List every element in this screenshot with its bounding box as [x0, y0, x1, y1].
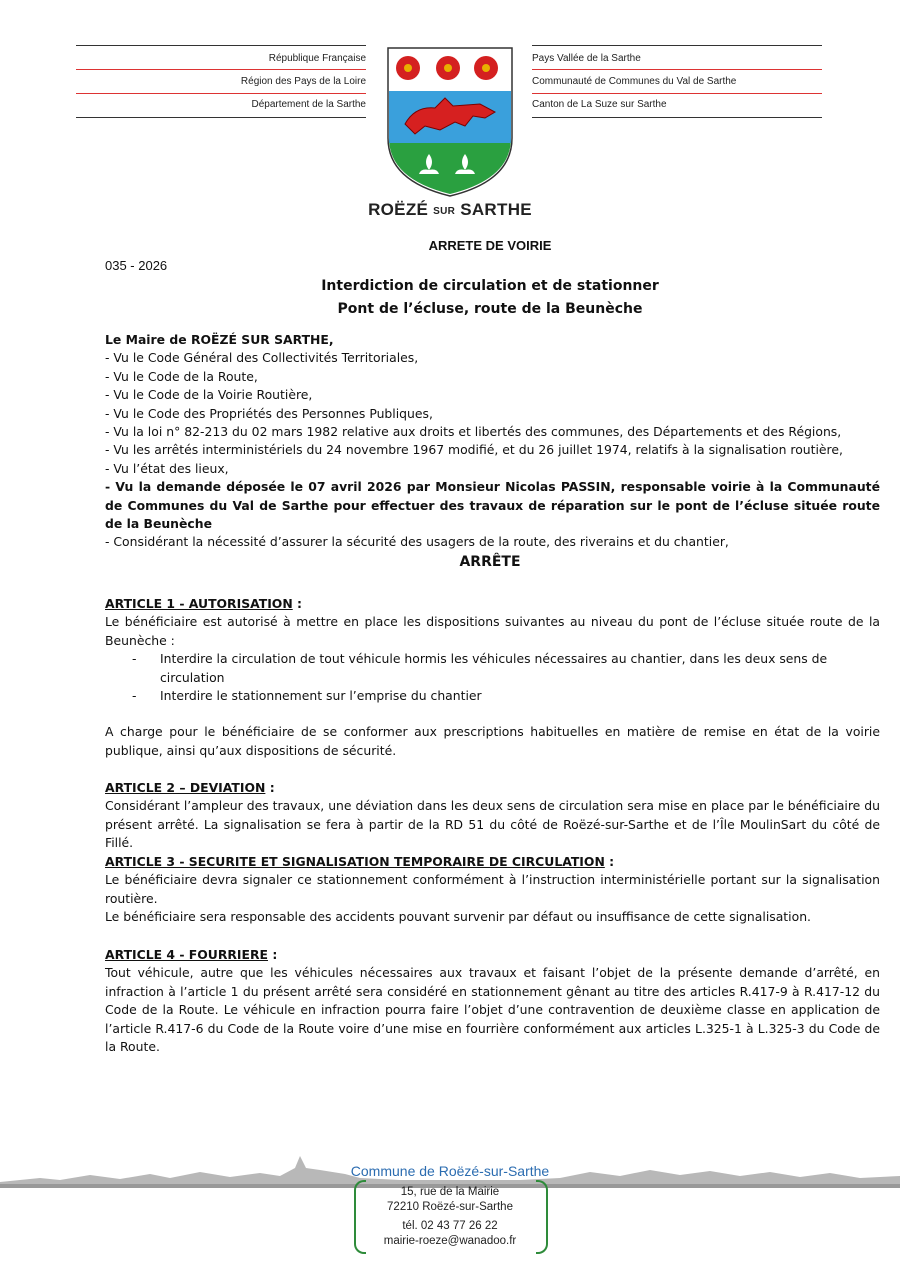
article-1-title: ARTICLE 1 - AUTORISATION: [105, 596, 293, 611]
preamble-item: - Vu l’état des lieux,: [105, 460, 229, 476]
decision-heading: ARRÊTE: [459, 554, 521, 570]
article-4-title: ARTICLE 4 - FOURRIERE: [105, 947, 269, 962]
article-2-title: ARTICLE 2 – DEVIATION: [105, 780, 266, 795]
preamble-item: - Vu le Code Général des Collectivités Territoriales,: [105, 350, 419, 366]
town-name: [310, 200, 590, 220]
header-republique: République Française: [268, 53, 366, 64]
footer-city: 72210 Roëzé-sur-Sarthe: [387, 1201, 513, 1213]
header-pays: Pays Vallée de la Sarthe: [532, 53, 641, 64]
footer-street: 15, rue de la Mairie: [400, 1186, 500, 1198]
preamble-item: - Vu le Code de la Voirie Routière,: [105, 387, 313, 403]
preamble-item: - Vu les arrêtés interministériels du 24 novembre 1967 modifié, et du 26 juillet 1974, relatifs à la signalisation routière,: [105, 442, 843, 458]
header-rule: [532, 117, 822, 118]
header-communaute: Communauté de Communes du Val de Sarthe: [532, 76, 737, 87]
town-name-part2: SUR: [433, 206, 456, 217]
preamble-item: - Vu le Code des Propriétés des Personnes Publiques,: [105, 405, 433, 421]
header-rule: [532, 45, 822, 46]
header-rule: [76, 45, 366, 46]
request-paragraph: - Vu la demande déposée le 07 avril 2026 par Monsieur Nicolas PASSIN, responsable voirie à la Communauté de Communes du Val de Sarthe pour effectuer des travaux de réparation sur le pont de l’écluse située route de la Beunèche: [105, 479, 880, 532]
article-1-bullets: [105, 650, 880, 705]
header-rule: [76, 69, 366, 70]
header-rule: [532, 69, 822, 70]
article-3: ARTICLE 3 - SECURITE ET SIGNALISATION TEMPORAIRE DE CIRCULATION : Le bénéficiaire devra signaler ce stationnement conformément à l’instruction interministérielle portant sur la signalisation routière. Le bénéficiaire sera responsable des accidents pouvant survenir par défaut ou insuffisance de cette signalisation.: [105, 853, 880, 927]
header-rule: [76, 93, 366, 94]
document-type: ARRETE DE VOIRIE: [428, 238, 552, 253]
header-canton: Canton de La Suze sur Sarthe: [532, 99, 667, 110]
article-1: ARTICLE 1 - AUTORISATION : Le bénéficiaire est autorisé à mettre en place les dispositions suivantes au niveau du pont de l’écluse située route de la Beunèche : - Interdire la circulation de tout véhicule hormis les véhicules nécessaires au chantier, dans les deux sens de circulation - Interdire le stationnement sur l’emprise du chantier A charge pour le bénéficiaire de se conformer aux prescriptions habituelles en matière de remise en état de la voirie publique, ainsi qu’aux dispositions de sécurité.: [105, 595, 880, 760]
subject-line-2: Pont de l’écluse, route de la Beunèche: [337, 301, 643, 317]
article-2-text: Considérant l’ampleur des travaux, une déviation dans les deux sens de circulation sera mise en place par le bénéficiaire du présent arrêté. La signalisation se fera à partir de la RD 51 du côté de Roëzé-sur-Sarthe et de l’Île MoulinSart du côté de Fillé.: [105, 798, 880, 851]
header-departement: Département de la Sarthe: [251, 99, 366, 110]
reference-number: 035 - 2026: [105, 258, 168, 273]
town-name-part3: SARTHE: [460, 200, 532, 219]
header-rule: [532, 93, 822, 94]
mayor-line: Le Maire de ROËZÉ SUR SARTHE,: [105, 332, 334, 347]
article-1-intro: Le bénéficiaire est autorisé à mettre en place les dispositions suivantes au niveau du pont de l’écluse située route de la Beunèche :: [105, 614, 880, 648]
header-region: Région des Pays de la Loire: [240, 76, 366, 87]
considering-paragraph: - Considérant la nécessité d’assurer la sécurité des usagers de la route, des riverains et du chantier,: [105, 534, 729, 550]
subject-line-1: Interdiction de circulation et de stationner: [321, 278, 659, 294]
footer-commune: Commune de Roëzé-sur-Sarthe: [350, 1163, 550, 1179]
list-item: - Interdire le stationnement sur l’emprise du chantier: [105, 687, 880, 705]
header-rule: [76, 117, 366, 118]
footer-email[interactable]: mairie-roeze@wanadoo.fr: [383, 1235, 517, 1247]
footer-phone: tél. 02 43 77 26 22: [402, 1220, 498, 1232]
article-4-text: Tout véhicule, autre que les véhicules nécessaires aux travaux et faisant l’objet de la présente demande d’arrêté, en infraction à l’article 1 du présent arrêté sera considéré en stationnement gênant au titre des articles R.417-9 à R.417-12 du Code de la Route. Le véhicule en infraction pourra faire l’objet d’une contravention de deuxième classe en application de l’article R.417-6 du Code de la Route voire d’une mise en fourrière conformément aux articles L.325-1 à L.325-3 du Code de la Route.: [105, 965, 880, 1055]
article-2: ARTICLE 2 – DEVIATION : Considérant l’ampleur des travaux, une déviation dans les deux sens de circulation sera mise en place par le bénéficiaire du présent arrêté. La signalisation se fera à partir de la RD 51 du côté de Roëzé-sur-Sarthe et de l’Île MoulinSart du côté de Fillé.: [105, 779, 880, 853]
rose-icon: [396, 56, 498, 80]
preamble-item: - Vu la loi n° 82-213 du 02 mars 1982 relative aux droits et libertés des communes, des Départements et des Régions,: [105, 424, 842, 440]
article-3-text-2: Le bénéficiaire sera responsable des accidents pouvant survenir par défaut ou insuffisance de cette signalisation.: [105, 909, 811, 925]
preamble: [105, 331, 880, 552]
list-item: - Interdire la circulation de tout véhicule hormis les véhicules nécessaires au chantier, dans les deux sens de circulation: [105, 650, 880, 687]
article-4: ARTICLE 4 - FOURRIERE : Tout véhicule, autre que les véhicules nécessaires aux travaux et faisant l’objet de la présente demande d’arrêté, en infraction à l’article 1 du présent arrêté sera considéré en stationnement gênant au titre des articles R.417-9 à R.417-12 du Code de la Route. Le véhicule en infraction pourra faire l’objet d’une contravention de deuxième classe en application de l’article R.417-6 du Code de la Route voire d’une mise en fourrière conformément aux articles L.325-1 à L.325-3 du Code de la Route.: [105, 946, 880, 1056]
preamble-item: - Vu le Code de la Route,: [105, 368, 258, 384]
article-1-charge: A charge pour le bénéficiaire de se conformer aux prescriptions habituelles en matière de remise en état de la voirie publique, ainsi qu’aux dispositions de sécurité.: [105, 724, 880, 758]
town-name-part1: ROËZÉ: [368, 200, 429, 219]
coat-of-arms-icon: [385, 46, 515, 198]
article-3-text-1: Le bénéficiaire devra signaler ce stationnement conformément à l’instruction interministérielle portant sur la signalisation routière.: [105, 872, 880, 906]
article-3-title: ARTICLE 3 - SECURITE ET SIGNALISATION TEMPORAIRE DE CIRCULATION: [105, 854, 605, 869]
